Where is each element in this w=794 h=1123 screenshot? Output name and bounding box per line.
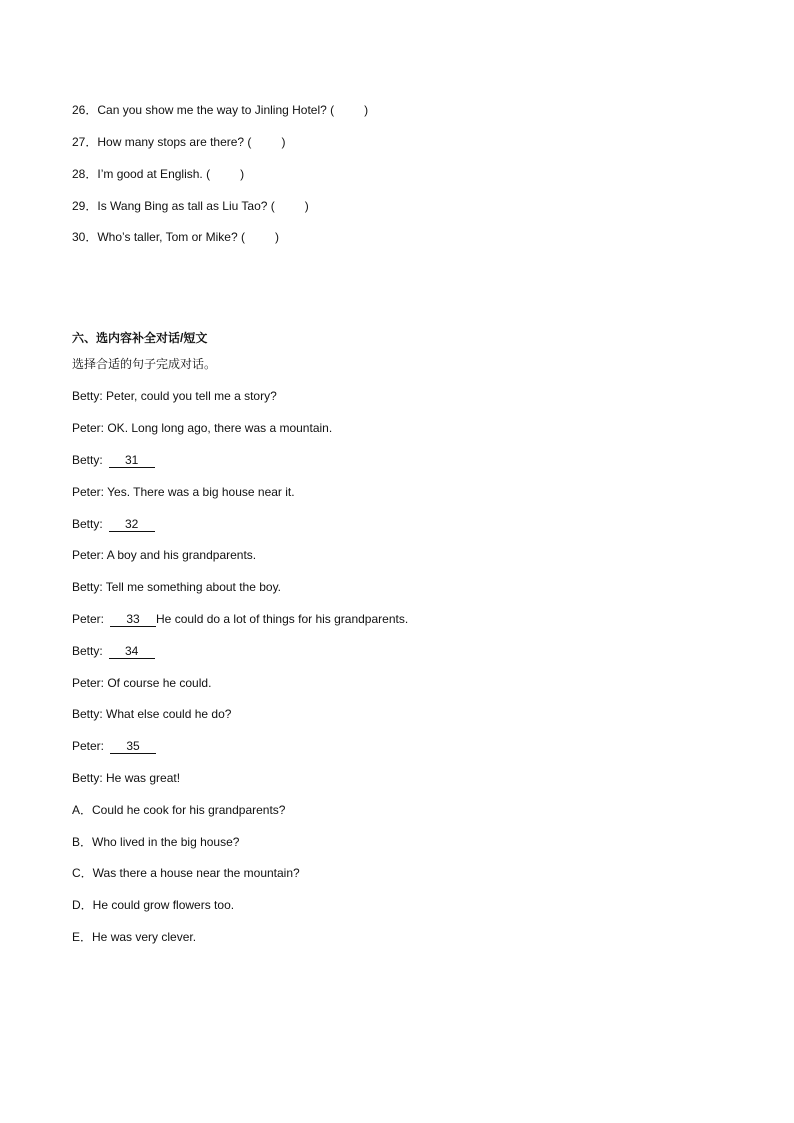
option-c [72,865,300,881]
option-letter: C． [72,866,93,880]
question-27 [72,134,285,150]
answer-blank[interactable]: 33 [110,612,156,627]
speaker-label: Betty: [72,453,103,467]
speaker-label: Betty: [72,644,103,658]
paren-close: ) [240,167,245,181]
option-text: Could he cook for his grandparents? [92,803,286,817]
dialogue-line: Peter: Yes. There was a big house near it. [72,485,295,499]
speaker-label: Betty: [72,517,103,531]
option-text: He could grow flowers too. [92,898,235,912]
question-28 [72,166,244,182]
speaker-label: Peter: [72,739,105,753]
speaker-label: Peter: [72,612,105,626]
paren-close: ) [304,199,309,213]
dialogue-line-blank-33 [72,611,408,627]
option-a [72,802,285,818]
question-number: 26． [72,103,98,117]
answer-blank[interactable]: 35 [110,739,156,754]
question-29 [72,198,309,214]
dialogue-line: Betty: Peter, could you tell me a story? [72,389,277,403]
dialogue-continuation: He could do a lot of things for his grandparents. [156,612,409,626]
dialogue-line: Betty: Tell me something about the boy. [72,580,282,594]
question-text: How many stops are there? ( [97,135,252,149]
paren-close: ) [281,135,286,149]
option-letter: E． [72,930,93,944]
dialogue-line: Peter: OK. Long long ago, there was a mountain. [72,421,333,435]
question-number: 27． [72,135,98,149]
answer-blank[interactable]: 31 [109,453,155,468]
question-text: Is Wang Bing as tall as Liu Tao? ( [97,199,275,213]
option-b [72,834,239,850]
paren-close: ) [274,230,279,244]
option-letter: D． [72,898,93,912]
question-text: Can you show me the way to Jinling Hotel? ( [97,103,335,117]
option-e [72,929,196,945]
paren-close: ) [364,103,369,117]
question-text: I’m good at English. ( [97,167,211,181]
option-text: Was there a house near the mountain? [92,866,300,880]
question-number: 28． [72,167,98,181]
answer-blank[interactable]: 32 [109,517,155,532]
dialogue-line: Betty: He was great! [72,771,181,785]
question-number: 30． [72,230,98,244]
option-d [72,897,234,913]
dialogue-line-blank-34 [72,643,155,659]
option-text: He was very clever. [92,930,197,944]
answer-blank[interactable]: 34 [109,644,155,659]
section-instruction: 选择合适的句子完成对话。 [72,357,217,371]
option-letter: A． [72,803,93,817]
question-number: 29． [72,199,98,213]
option-letter: B． [72,835,93,849]
question-26 [72,102,368,118]
dialogue-line: Peter: A boy and his grandparents. [72,548,257,562]
dialogue-line-blank-31 [72,452,155,468]
dialogue-line-blank-32 [72,516,155,532]
dialogue-line-blank-35 [72,738,156,754]
dialogue-line: Betty: What else could he do? [72,707,232,721]
dialogue-line: Peter: Of course he could. [72,676,212,690]
section-title: 六、选内容补全对话/短文 [72,331,208,345]
option-text: Who lived in the big house? [92,835,240,849]
question-30 [72,229,279,245]
question-text: Who’s taller, Tom or Mike? ( [97,230,245,244]
